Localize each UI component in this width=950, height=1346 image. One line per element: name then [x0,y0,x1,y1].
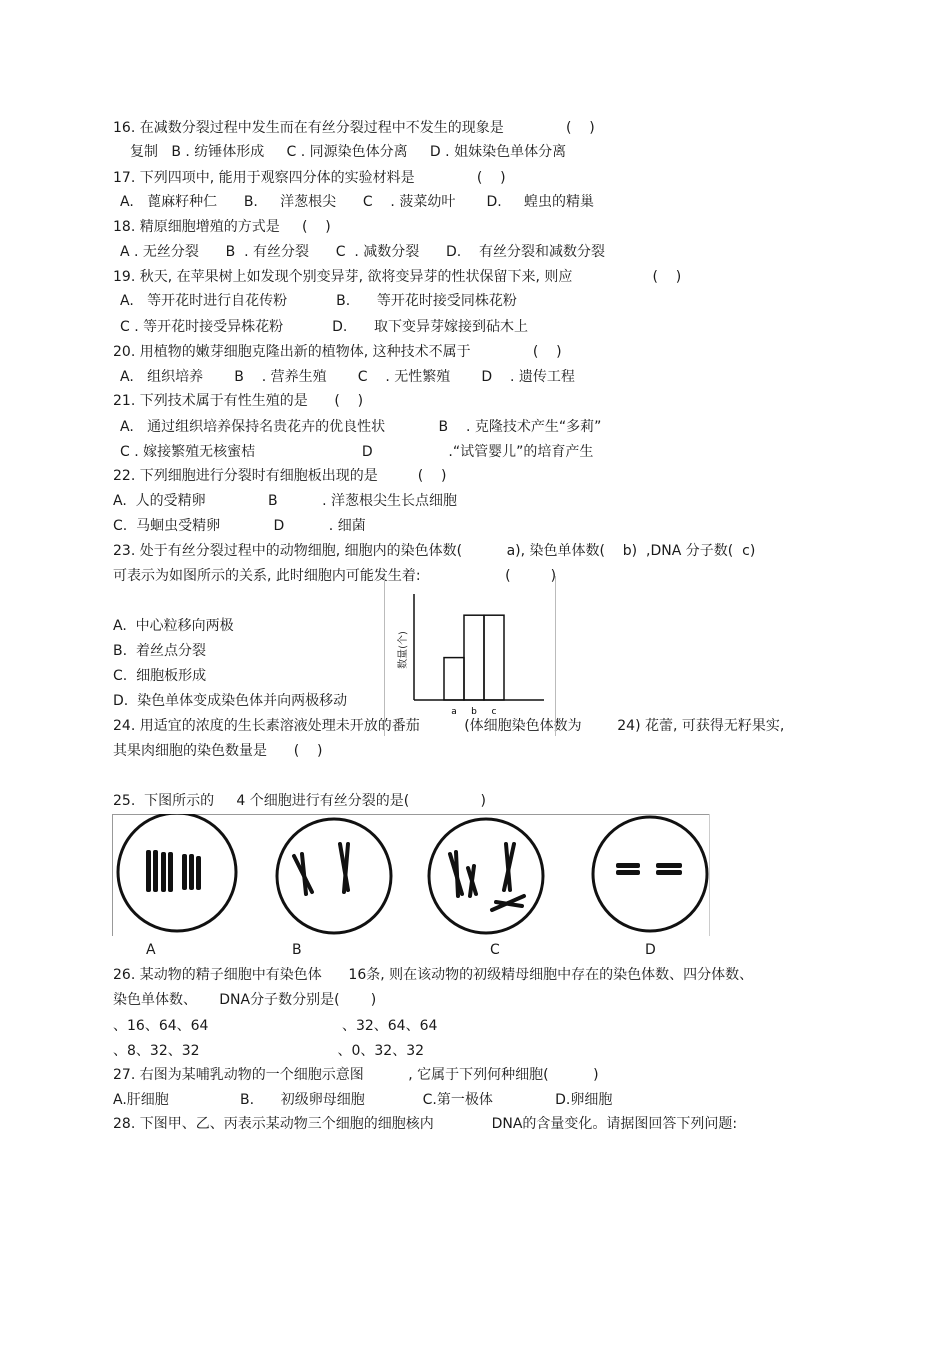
q16-options: 复制 B . 纺锤体形成 C . 同源染色体分离 D . 姐妹染色单体分离 [130,144,567,160]
q19-stem: 19. 秋天, 在苹果树上如发现个别变异芽, 欲将变异芽的性状保留下来, 则应 ( ) [113,269,682,285]
q26-stem-2: 染色单体数、 DNA分子数分别是( ) [113,992,377,1008]
q25-cell-figure [112,814,710,936]
q21-options-cd: C . 嫁接繁殖无核蜜桔 D .“试管婴儿”的培育产生 [120,444,594,460]
q19-options-cd: C . 等开花时接受异株花粉 D. 取下变异芽嫁接到砧木上 [120,319,529,335]
tick-label-c: c [491,707,497,717]
q24-stem: 24. 用适宜的浓度的生长素溶液处理未开放的番茄 (体细胞染色体数为 24) 花蕾, 可获得无籽果实, [113,718,785,734]
cell-c [429,819,543,933]
q23-option-b: B. 着丝点分裂 [113,643,206,659]
q26-options-ab: 、16、64、64 、32、64、64 [113,1018,438,1034]
q20-options: A. 组织培养 B . 营养生殖 C . 无性繁殖 D . 遗传工程 [120,369,575,385]
q27-options: A.肝细胞 B. 初级卵母细胞 C.第一极体 D.卵细胞 [113,1092,613,1108]
cell-a [118,814,236,931]
tick-label-b: b [471,707,477,717]
q26-options-cd: 、8、32、32 、0、32、32 [113,1043,425,1059]
q24-stem-2: 其果肉细胞的染色数量是 ( ) [113,743,323,759]
q25-stem: 25. 下图所示的 4 个细胞进行有丝分裂的是( ) [113,793,486,809]
cell-b [277,819,391,933]
q18-options: A . 无丝分裂 B . 有丝分裂 C . 减数分裂 D. 有丝分裂和减数分裂 [120,244,606,260]
q18-stem: 18. 精原细胞增殖的方式是 ( ) [113,219,331,235]
q27-stem: 27. 右图为某哺乳动物的一个细胞示意图 , 它属于下列何种细胞( ) [113,1067,599,1083]
y-axis-label: 数量(个) [398,631,409,669]
q26-stem: 26. 某动物的精子细胞中有染色体 16条, 则在该动物的初级精母细胞中存在的染色体数、四分体数、 [113,967,754,983]
q23-stem: 23. 处于有丝分裂过程中的动物细胞, 细胞内的染色体数( a), 染色单体数( b) ,DNA 分子数( c) [113,543,756,559]
q22-stem: 22. 下列细胞进行分裂时有细胞板出现的是 ( ) [113,468,447,484]
cell-label-a: A [146,942,156,958]
q23-option-c: C. 细胞板形成 [113,668,207,684]
bar-b [464,615,484,700]
tick-label-a: a [451,707,457,717]
bar-a [444,658,464,700]
cell-label-b: B [292,942,302,958]
q17-stem: 17. 下列四项中, 能用于观察四分体的实验材料是 ( ) [113,170,506,186]
q23-bar-chart [384,576,556,736]
q21-options-ab: A. 通过组织培养保持名贵花卉的优良性状 B . 克隆技术产生“多莉” [120,419,602,435]
cell-d [593,817,707,931]
q22-options-ab: A. 人的受精卵 B . 洋葱根尖生长点细胞 [113,493,457,509]
q16-stem: 16. 在减数分裂过程中发生而在有丝分裂过程中不发生的现象是 ( ) [113,120,595,136]
q23-option-d: D. 染色单体变成染色体并向两极移动 [113,693,348,709]
q23-stem-2: 可表示为如图所示的关系, 此时细胞内可能发生着: ( ) [113,568,557,584]
q21-stem: 21. 下列技术属于有性生殖的是 ( ) [113,393,364,409]
q23-option-a: A. 中心粒移向两极 [113,618,234,634]
q20-stem: 20. 用植物的嫩芽细胞克隆出新的植物体, 这种技术不属于 ( ) [113,344,562,360]
q28-stem: 28. 下图甲、乙、丙表示某动物三个细胞的细胞核内 DNA的含量变化。请据图回答下列问题: [113,1116,738,1132]
q17-options: A. 蓖麻籽种仁 B. 洋葱根尖 C . 菠菜幼叶 D. 蝗虫的精巢 [120,194,594,210]
cell-label-c: C [490,942,500,958]
q22-options-cd: C. 马蛔虫受精卵 D . 细菌 [113,518,366,534]
bar-c [484,615,504,700]
cell-label-d: D [645,942,656,958]
q19-options-ab: A. 等开花时进行自花传粉 B. 等开花时接受同株花粉 [120,293,517,309]
